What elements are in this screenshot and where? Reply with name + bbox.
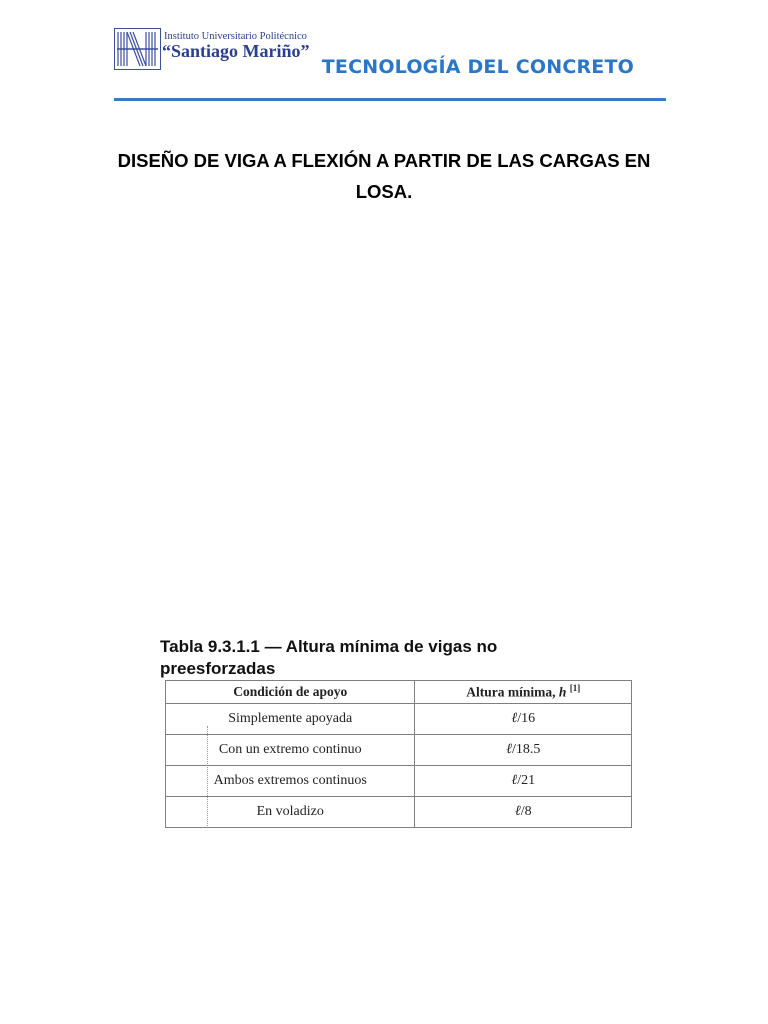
document-title: DISEÑO DE VIGA A FLEXIÓN A PARTIR DE LAS CARGAS EN LOSA. [117,150,651,202]
table-row [166,797,632,828]
iupsm-logo-icon [114,28,161,70]
table-caption: Tabla 9.3.1.1 — Altura mínima de vigas no preesforzadas [160,637,498,678]
header-divider [114,98,666,101]
cell-altura [415,704,632,735]
page-header [0,0,768,110]
header-altura-note: [1] [569,683,581,694]
institution-name-line1: Instituto Universitario Politécnico [164,31,307,42]
cell-altura [415,766,632,797]
cell-condicion: En voladizo [166,797,415,828]
table-row [166,704,632,735]
cell-altura [415,735,632,766]
ell-symbol: ℓ [511,773,518,788]
ell-symbol: ℓ [514,804,521,819]
course-title: TECNOLOGÍA DEL CONCRETO [321,56,634,78]
header-altura [415,681,632,704]
table-row [166,766,632,797]
institution-name-line2: “Santiago Mariño” [162,41,310,61]
header-condicion: Condición de apoyo [166,681,415,704]
header-altura-label: Altura mínima, [466,684,556,700]
cell-altura [415,797,632,828]
ell-symbol: ℓ [506,742,512,757]
cell-altura-value: /16 [517,711,536,726]
cell-condicion: Con un extremo continuo [166,735,415,766]
header-altura-symbol: h [558,684,567,700]
cell-altura-value: /18.5 [511,742,541,757]
cell-condicion: Simplemente apoyada [166,704,415,735]
min-height-table [165,680,632,828]
cell-altura-value: /21 [517,773,536,788]
table-header-row [166,681,632,704]
cell-condicion: Ambos extremos continuos [166,766,415,797]
cell-altura-value: /8 [520,804,532,819]
table-row [166,735,632,766]
ell-symbol: ℓ [511,711,518,726]
institution-logo [114,28,324,74]
